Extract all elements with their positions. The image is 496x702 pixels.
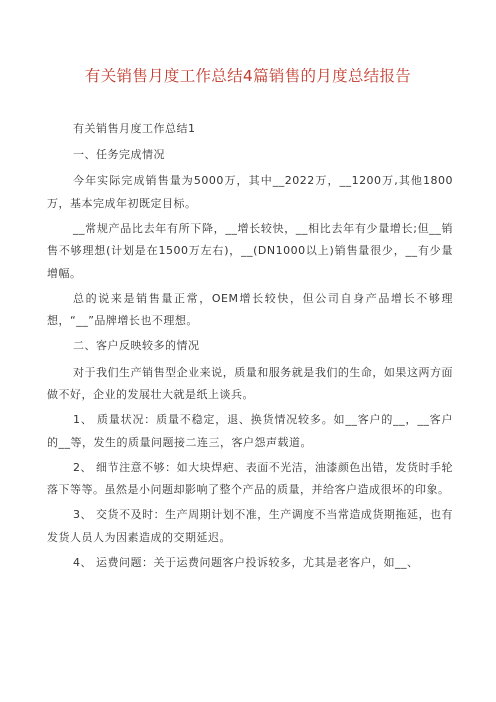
subsection-heading: 一、任务完成情况 — [73, 148, 165, 162]
section-title: 有关销售月度工作总结1 — [73, 122, 196, 135]
document-title: 有关销售月度工作总结4篇销售的月度总结报告 — [84, 67, 412, 85]
paragraph: 对于我们生产销售型企业来说，质量和服务就是我们的生命，如果这两方面做不好，企业的发展壮大就是纸上谈兵。 — [47, 365, 453, 402]
paragraph: 总的说来是销售量正常，OEM增长较快，但公司自身产品增长不够理想，“__”品牌增长也不理想。 — [47, 291, 453, 328]
paragraph: 今年实际完成销售量为5000万，其中__2022万，__1200万,其他1800万，基本完成年初既定目标。 — [47, 174, 453, 210]
list-item: 2、 细节注意不够：如大块焊疤、表面不光洁，油漆颜色出错，发货时手轮落下等等。虽然是小问题却影响了整个产品的质量，并给客户造成很坏的印象。 — [47, 460, 453, 497]
list-item: 3、 交货不及时：生产周期计划不准，生产调度不当常造成货期拖延，也有发货人员人为因素造成的交期延迟。 — [47, 508, 453, 544]
list-item: 1、 质量状况：质量不稳定，退、换货情况较多。如__客户的__，__客户的__等，发生的质量问题接二连三，客户怨声载道。 — [47, 413, 453, 449]
paragraph: __常规产品比去年有所下降，__增长较快，__相比去年有少量增长;但__销售不够理想(计划是在1500万左右)，__(DN1000以上)销售量很少，__有少量增幅。 — [47, 221, 453, 280]
document-body — [47, 118, 453, 577]
list-item: 4、 运费问题：关于运费问题客户投诉较多，尤其是老客户，如__、 — [73, 555, 419, 569]
subsection-heading: 二、客户反映较多的情况 — [73, 339, 200, 353]
